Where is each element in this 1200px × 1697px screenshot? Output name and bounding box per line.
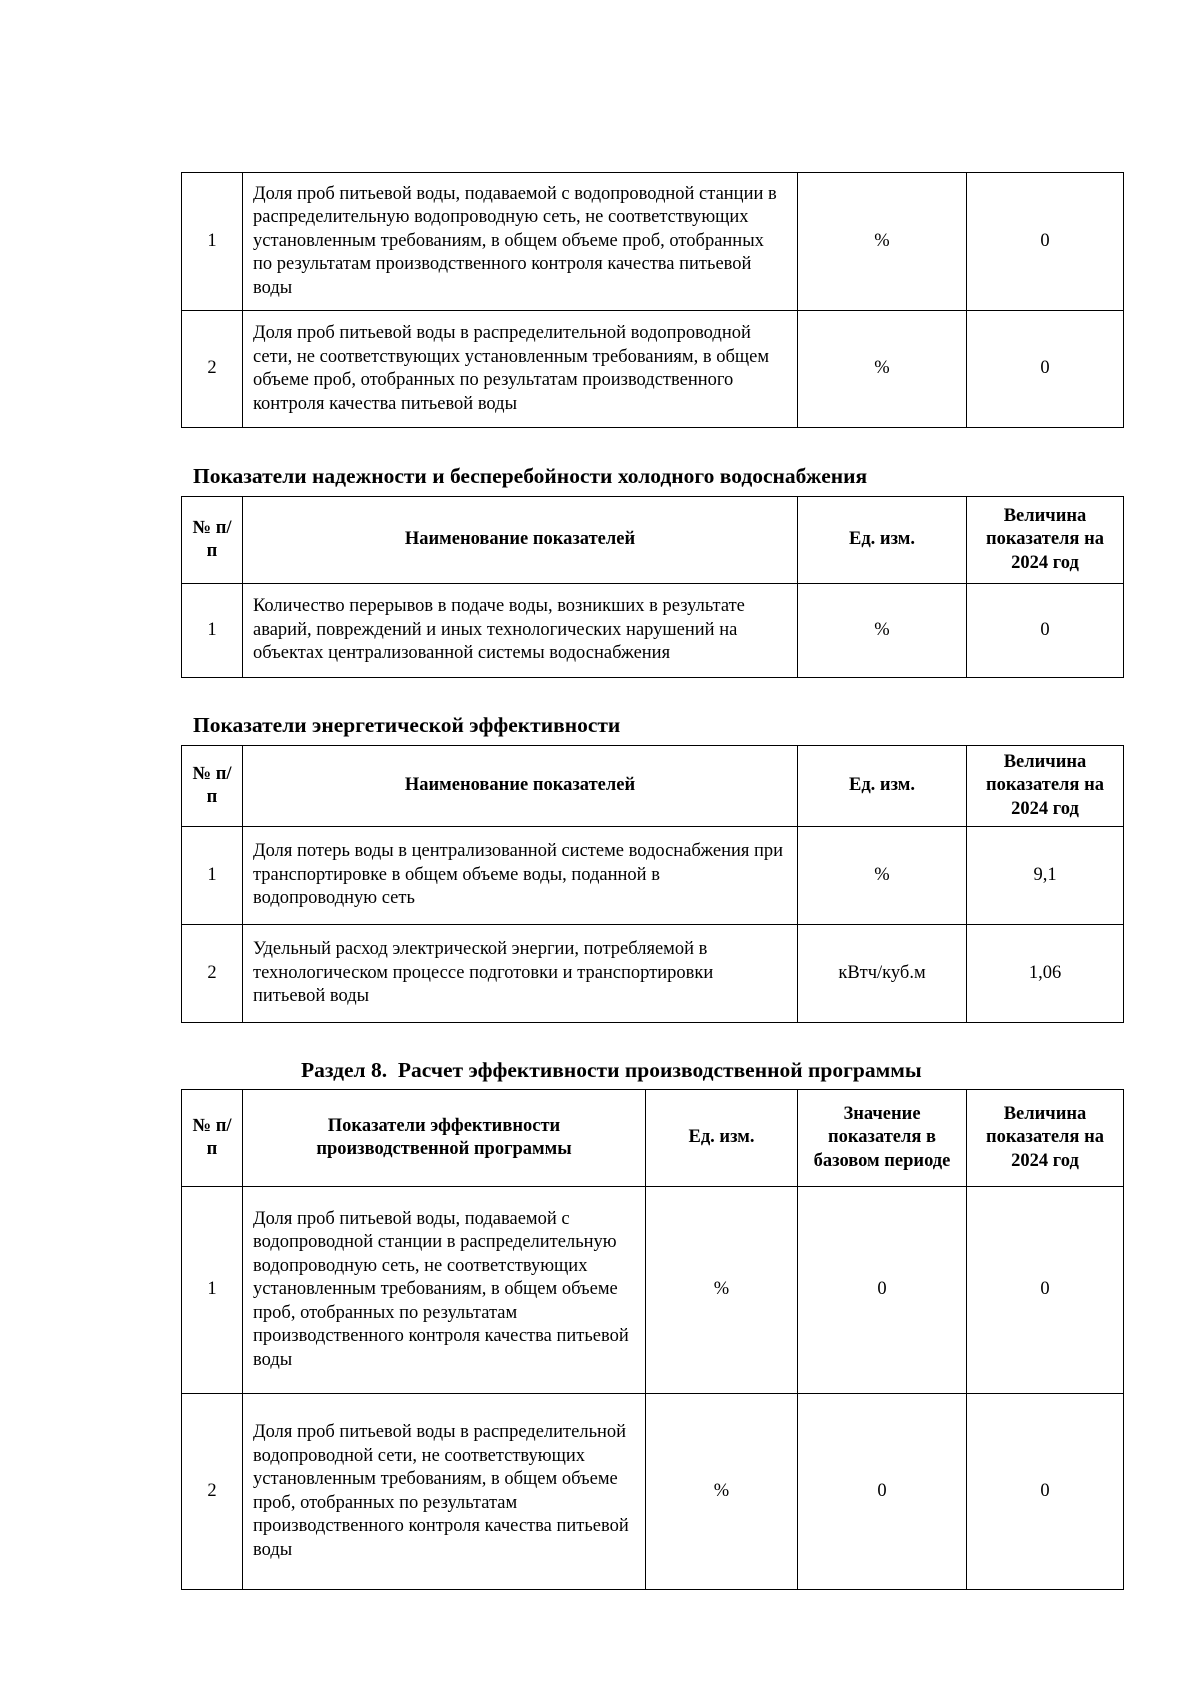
indicator-name: Доля проб питьевой воды, подаваемой с водопроводной станции в распределительную водопроводную сеть, не соответствующих установленным требованиям, в общем объеме проб, отобранных по результатам производственного контроля качества питьевой воды [243, 1187, 646, 1394]
header-unit: Ед. изм. [646, 1090, 798, 1187]
table-row [182, 925, 1124, 1023]
table-header-row [182, 746, 1124, 827]
value: 0 [967, 1394, 1124, 1590]
unit: % [798, 827, 967, 925]
row-number: 2 [182, 1394, 243, 1590]
row-number: 1 [182, 173, 243, 311]
header-name: Наименование показателей [243, 497, 798, 584]
table-header-row [182, 1090, 1124, 1187]
row-number: 1 [182, 1187, 243, 1394]
table-header-row [182, 497, 1124, 584]
indicator-name: Количество перерывов в подаче воды, возникших в результате аварий, повреждений и иных технологических нарушений на объектах централизованной системы водоснабжения [243, 584, 798, 678]
value: 1,06 [967, 925, 1124, 1023]
header-unit: Ед. изм. [798, 746, 967, 827]
value: 0 [967, 173, 1124, 311]
header-value: Величина показателя на 2024 год [967, 746, 1124, 827]
row-number: 2 [182, 311, 243, 428]
table-row [182, 584, 1124, 678]
indicator-name: Доля проб питьевой воды, подаваемой с водопроводной станции в распределительную водопроводную сеть, не соответствующих установленным требованиям, в общем объеме проб, отобранных по результатам производственного контроля качества питьевой воды [243, 173, 798, 311]
row-number: 2 [182, 925, 243, 1023]
header-unit: Ед. изм. [798, 497, 967, 584]
value: 0 [967, 311, 1124, 428]
table-section8 [181, 1089, 1124, 1590]
table-row [182, 311, 1124, 428]
header-base-value: Значение показателя в базовом периоде [798, 1090, 967, 1187]
section-heading-energy: Показатели энергетической эффективности [193, 713, 621, 737]
base-value: 0 [798, 1394, 967, 1590]
value: 9,1 [967, 827, 1124, 925]
section-heading-section8: Раздел 8. Расчет эффективности производственной программы [301, 1058, 922, 1082]
header-number: № п/п [182, 746, 243, 827]
unit: % [798, 311, 967, 428]
header-number: № п/п [182, 1090, 243, 1187]
unit: % [646, 1394, 798, 1590]
table-row [182, 1187, 1124, 1394]
header-value: Величина показателя на 2024 год [967, 497, 1124, 584]
base-value: 0 [798, 1187, 967, 1394]
table-water-quality [181, 172, 1124, 428]
unit: % [798, 584, 967, 678]
header-value: Величина показателя на 2024 год [967, 1090, 1124, 1187]
unit: % [798, 173, 967, 311]
header-number: № п/п [182, 497, 243, 584]
table-row [182, 173, 1124, 311]
table-energy [181, 745, 1124, 1023]
indicator-name: Доля проб питьевой воды в распределительной водопроводной сети, не соответствующих установленным требованиям, в общем объеме проб, отобранных по результатам производственного контроля качества питьевой воды [243, 1394, 646, 1590]
row-number: 1 [182, 827, 243, 925]
header-name: Наименование показателей [243, 746, 798, 827]
value: 0 [967, 584, 1124, 678]
table-row [182, 1394, 1124, 1590]
header-name: Показатели эффективности производственной программы [243, 1090, 646, 1187]
table-reliability [181, 496, 1124, 678]
value: 0 [967, 1187, 1124, 1394]
unit: % [646, 1187, 798, 1394]
row-number: 1 [182, 584, 243, 678]
unit: кВтч/куб.м [798, 925, 967, 1023]
section-heading-reliability: Показатели надежности и бесперебойности холодного водоснабжения [193, 464, 868, 488]
indicator-name: Удельный расход электрической энергии, потребляемой в технологическом процессе подготовки и транспортировки питьевой воды [243, 925, 798, 1023]
indicator-name: Доля проб питьевой воды в распределительной водопроводной сети, не соответствующих установленным требованиям, в общем объеме проб, отобранных по результатам производственного контроля качества питьевой воды [243, 311, 798, 428]
indicator-name: Доля потерь воды в централизованной системе водоснабжения при транспортировке в общем объеме воды, поданной в водопроводную сеть [243, 827, 798, 925]
table-row [182, 827, 1124, 925]
